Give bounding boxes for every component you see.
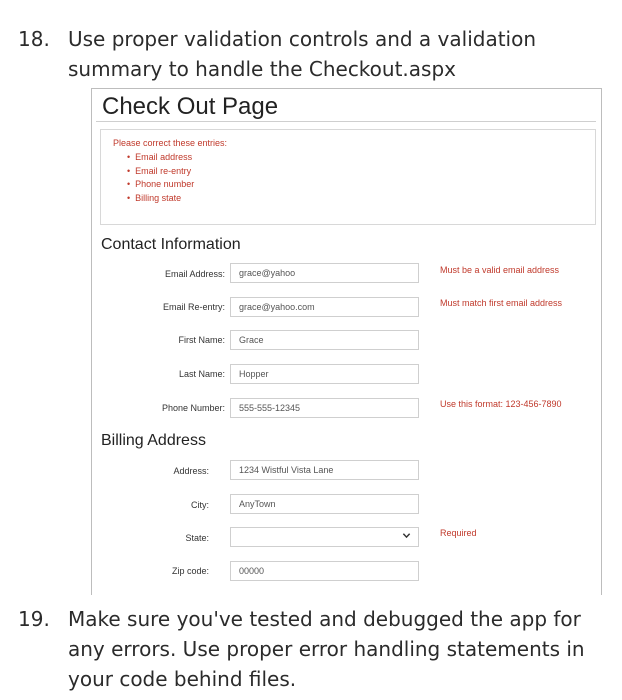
email-error: Must be a valid email address bbox=[440, 265, 560, 275]
state-label: State: bbox=[185, 533, 209, 543]
chevron-down-icon bbox=[402, 531, 411, 543]
email-label: Email Address: bbox=[164, 269, 225, 279]
summary-item-email: • Email address bbox=[127, 151, 194, 165]
validation-summary-heading: Please correct these entries: bbox=[113, 138, 228, 148]
billing-section-heading: Billing Address bbox=[101, 432, 206, 449]
summary-item-billing-state: • Billing state bbox=[127, 192, 194, 206]
checkout-page-screenshot bbox=[91, 88, 602, 595]
email-input[interactable]: grace@yahoo bbox=[230, 263, 419, 283]
city-label: City: bbox=[191, 500, 209, 510]
email-reentry-input[interactable]: grace@yahoo.com bbox=[230, 297, 419, 317]
phone-input[interactable]: 555-555-12345 bbox=[230, 398, 419, 418]
phone-label: Phone Number: bbox=[161, 403, 225, 413]
question-19-text: Make sure you've tested and debugged the app for any errors. Use proper error handling statements in your code behind files. bbox=[68, 607, 585, 691]
state-select[interactable] bbox=[230, 527, 419, 547]
first-name-label: First Name: bbox=[178, 335, 225, 345]
address-label: Address: bbox=[173, 466, 209, 476]
email-reentry-error: Must match first email address bbox=[440, 298, 563, 308]
question-19-number: 19. bbox=[18, 607, 50, 631]
state-error: Required bbox=[440, 528, 477, 538]
zip-label: Zip code: bbox=[171, 566, 209, 576]
title-divider bbox=[96, 121, 596, 122]
validation-summary-list bbox=[127, 151, 194, 205]
city-input[interactable]: AnyTown bbox=[230, 494, 419, 514]
last-name-label: Last Name: bbox=[178, 369, 225, 379]
question-18-number: 18. bbox=[18, 27, 50, 51]
contact-section-heading: Contact Information bbox=[101, 236, 241, 253]
summary-item-phone: • Phone number bbox=[127, 178, 194, 192]
last-name-input[interactable]: Hopper bbox=[230, 364, 419, 384]
summary-item-email-reentry: • Email re-entry bbox=[127, 165, 194, 179]
page-title: Check Out Page bbox=[102, 93, 279, 120]
phone-error: Use this format: 123-456-7890 bbox=[440, 399, 562, 409]
zip-input[interactable]: 00000 bbox=[230, 561, 419, 581]
email-reentry-label: Email Re-entry: bbox=[162, 302, 225, 312]
question-18-text: Use proper validation controls and a validation summary to handle the Checkout.aspx bbox=[68, 27, 537, 81]
address-input[interactable]: 1234 Wistful Vista Lane bbox=[230, 460, 419, 480]
first-name-input[interactable]: Grace bbox=[230, 330, 419, 350]
validation-summary bbox=[100, 129, 596, 225]
